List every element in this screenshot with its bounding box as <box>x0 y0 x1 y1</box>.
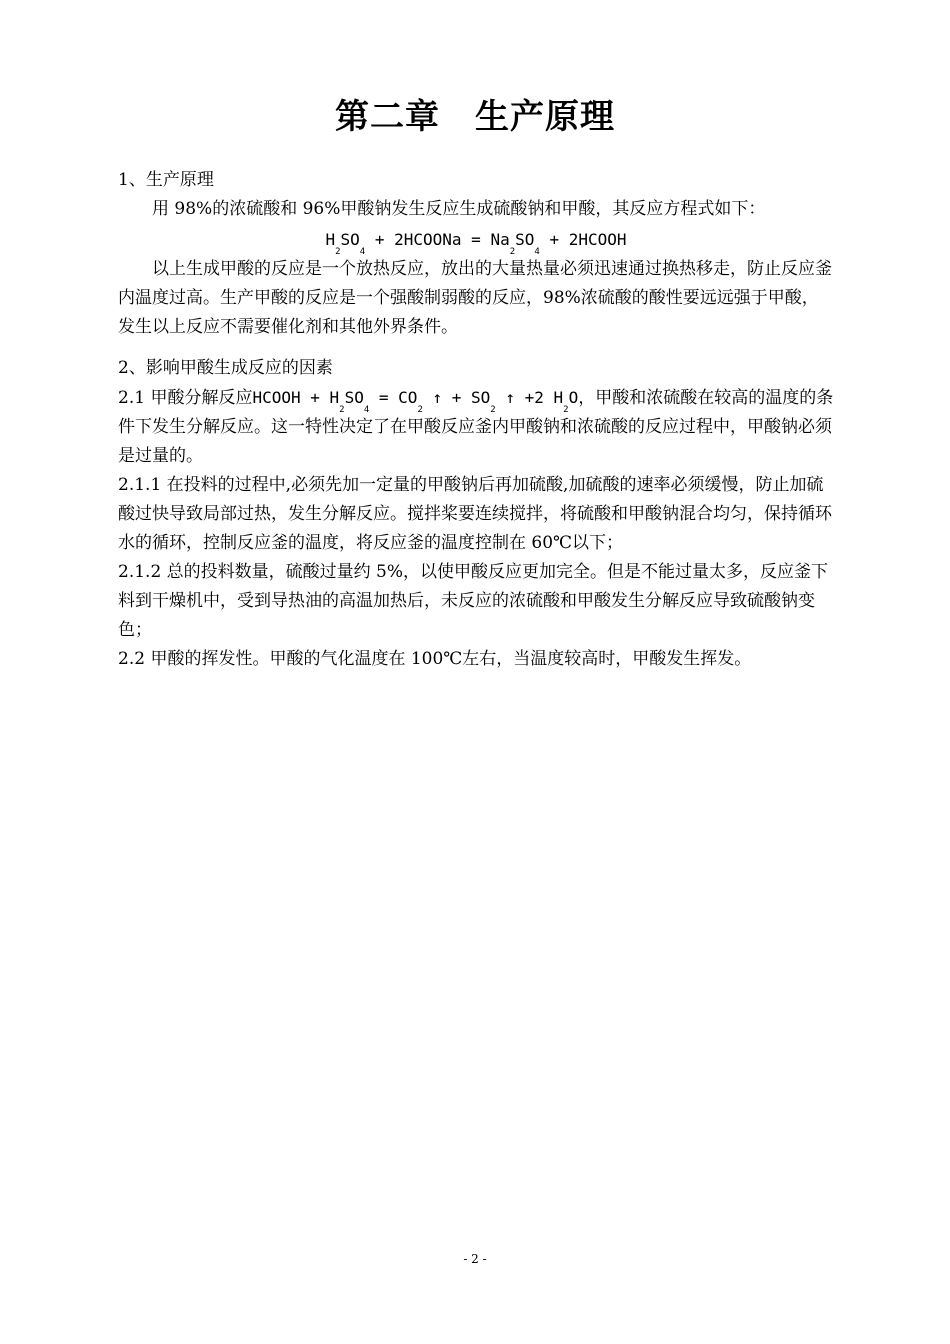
section-1-paragraph: 以上生成甲酸的反应是一个放热反应，放出的大量热量必须迅速通过换热移走，防止反应釜内温度过高。生产甲酸的反应是一个强酸制弱酸的反应，98%浓硫酸的酸性要远远强于甲酸，发生以上反应不需要催化剂和其他外界条件。 <box>118 259 832 337</box>
equation-h: H <box>325 230 336 249</box>
formula-sub: 2 <box>490 405 496 415</box>
document-body <box>118 166 834 674</box>
formula-part: SO <box>344 388 364 407</box>
equation-so: SO <box>340 230 360 249</box>
item-2-1-prefix: 2.1 甲酸分解反应 <box>118 388 253 408</box>
section-1-intro: 用 98%的浓硫酸和 96%甲酸钠发生反应生成硫酸钠和甲酸，其反应方程式如下： <box>152 199 766 219</box>
item-2-1-2: 2.1.2 总的投料数量，硫酸过量约 5%，以使甲酸反应更加完全。但是不能过量太多，反应釜下料到干燥机中，受到导热油的高温加热后，未反应的浓硫酸和甲酸发生分解反应导致硫酸钠变色； <box>118 562 829 640</box>
formula-part: = CO <box>369 388 418 407</box>
item-2-1 <box>118 383 834 471</box>
formula-part: O <box>568 388 579 407</box>
equation-sub: 2 <box>509 247 516 257</box>
section-1-heading: 1、生产原理 <box>118 170 214 190</box>
equation-sub: 4 <box>359 247 366 257</box>
decomposition-formula <box>252 388 579 415</box>
formula-sub: 4 <box>363 405 370 415</box>
formula-part: HCOOH + H <box>252 388 340 407</box>
reaction-equation <box>118 224 834 255</box>
item-2-1-1: 2.1.1 在投料的过程中,必须先加一定量的甲酸钠后再加硫酸,加硫酸的速率必须缓慢，防止加硫酸过快导致局部过热，发生分解反应。搅拌桨要连续搅拌，将硫酸和甲酸钠混合均匀，保持循环水的循环，控制反应釜的温度，将反应釜的温度控制在 60℃以下； <box>118 475 832 553</box>
equation-so: SO <box>515 230 535 249</box>
formula-sub: 2 <box>563 405 569 415</box>
item-2-2: 2.2 甲酸的挥发性。甲酸的气化温度在 100℃左右，当温度较高时，甲酸发生挥发。 <box>118 649 752 669</box>
equation-tail: + 2HCOOH <box>539 230 627 249</box>
formula-sub: 2 <box>339 405 345 415</box>
equation-sub: 4 <box>534 247 540 257</box>
section-2-heading: 2、影响甲酸生成反应的因素 <box>118 358 333 378</box>
formula-part: ↑ +2 H <box>495 388 564 407</box>
formula-part: ↑ + SO <box>422 388 491 407</box>
equation-sub: 2 <box>335 247 341 257</box>
chapter-title: 第二章 生产原理 <box>335 97 615 137</box>
formula-sub: 2 <box>417 405 423 415</box>
equation-middle: + 2HCOONa = Na <box>365 230 510 249</box>
page-number: - 2 - <box>463 1252 487 1266</box>
item-2-1-text: ，甲酸和浓硫酸在较高的温度的条件下发生分解反应。这一特性决定了在甲酸反应釜内甲酸钠和浓硫酸的反应过程中，甲酸钠必须是过量的。 <box>118 388 834 466</box>
section-spacer <box>118 342 834 354</box>
